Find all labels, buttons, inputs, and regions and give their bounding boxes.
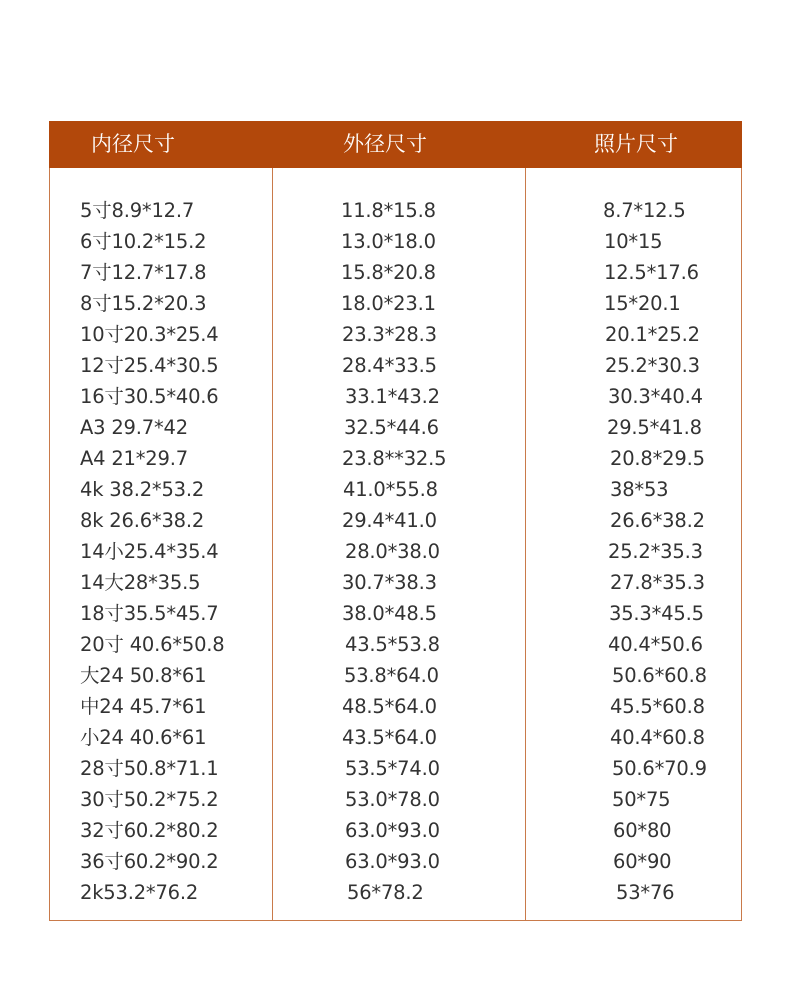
cell-photo-size: 50.6*60.8 xyxy=(612,664,707,687)
cell-inner-size: 14大28*35.5 xyxy=(80,571,201,594)
cell-outer-size: 43.5*53.8 xyxy=(345,633,440,656)
cell-inner-size: 8k 26.6*38.2 xyxy=(80,509,205,532)
table-row xyxy=(50,319,741,350)
cell-outer-size: 63.0*93.0 xyxy=(345,819,440,842)
cell-outer-size: 23.3*28.3 xyxy=(342,323,437,346)
cell-outer-size: 30.7*38.3 xyxy=(342,571,437,594)
table-row xyxy=(50,195,741,226)
cell-photo-size: 10*15 xyxy=(604,230,663,253)
cell-inner-size: 10寸20.3*25.4 xyxy=(80,323,219,346)
cell-photo-size: 45.5*60.8 xyxy=(610,695,705,718)
cell-photo-size: 50.6*70.9 xyxy=(612,757,707,780)
cell-outer-size: 11.8*15.8 xyxy=(341,199,436,222)
cell-photo-size: 25.2*30.3 xyxy=(605,354,700,377)
cell-inner-size: 32寸60.2*80.2 xyxy=(80,819,219,842)
cell-inner-size: 6寸10.2*15.2 xyxy=(80,230,207,253)
cell-outer-size: 28.0*38.0 xyxy=(345,540,440,563)
cell-photo-size: 25.2*35.3 xyxy=(608,540,703,563)
cell-photo-size: 26.6*38.2 xyxy=(610,509,705,532)
cell-inner-size: 7寸12.7*17.8 xyxy=(80,261,207,284)
cell-photo-size: 27.8*35.3 xyxy=(610,571,705,594)
cell-inner-size: 8寸15.2*20.3 xyxy=(80,292,207,315)
cell-inner-size: A4 21*29.7 xyxy=(80,447,188,470)
cell-inner-size: 20寸 40.6*50.8 xyxy=(80,633,225,656)
cell-photo-size: 20.8*29.5 xyxy=(610,447,705,470)
cell-outer-size: 41.0*55.8 xyxy=(343,478,438,501)
table-row xyxy=(50,257,741,288)
cell-photo-size: 50*75 xyxy=(612,788,671,811)
cell-outer-size: 32.5*44.6 xyxy=(344,416,439,439)
cell-outer-size: 63.0*93.0 xyxy=(345,850,440,873)
table-row xyxy=(50,412,741,443)
table-row xyxy=(50,536,741,567)
table-row xyxy=(50,288,741,319)
table-row xyxy=(50,691,741,722)
cell-inner-size: 18寸35.5*45.7 xyxy=(80,602,219,625)
cell-outer-size: 13.0*18.0 xyxy=(341,230,436,253)
cell-outer-size: 33.1*43.2 xyxy=(345,385,440,408)
cell-inner-size: 14小25.4*35.4 xyxy=(80,540,219,563)
cell-photo-size: 12.5*17.6 xyxy=(604,261,699,284)
cell-photo-size: 40.4*60.8 xyxy=(610,726,705,749)
cell-photo-size: 30.3*40.4 xyxy=(608,385,703,408)
cell-photo-size: 53*76 xyxy=(616,881,675,904)
cell-inner-size: 12寸25.4*30.5 xyxy=(80,354,219,377)
table-row xyxy=(50,474,741,505)
table-row xyxy=(50,226,741,257)
cell-photo-size: 38*53 xyxy=(610,478,669,501)
table-header xyxy=(49,121,742,168)
cell-outer-size: 23.8**32.5 xyxy=(342,447,447,470)
cell-inner-size: 小24 40.6*61 xyxy=(80,726,207,749)
cell-photo-size: 60*80 xyxy=(613,819,672,842)
table-row xyxy=(50,567,741,598)
table-row xyxy=(50,350,741,381)
cell-inner-size: 4k 38.2*53.2 xyxy=(80,478,205,501)
table-row xyxy=(50,629,741,660)
table-row xyxy=(50,598,741,629)
cell-photo-size: 60*90 xyxy=(613,850,672,873)
table-row xyxy=(50,815,741,846)
header-outer-size: 外径尺寸 xyxy=(343,132,427,156)
cell-outer-size: 53.5*74.0 xyxy=(345,757,440,780)
cell-outer-size: 56*78.2 xyxy=(347,881,424,904)
cell-outer-size: 48.5*64.0 xyxy=(342,695,437,718)
cell-inner-size: 30寸50.2*75.2 xyxy=(80,788,219,811)
cell-inner-size: A3 29.7*42 xyxy=(80,416,188,439)
cell-outer-size: 18.0*23.1 xyxy=(341,292,436,315)
table-row xyxy=(50,660,741,691)
table-row xyxy=(50,877,741,908)
cell-photo-size: 29.5*41.8 xyxy=(607,416,702,439)
cell-outer-size: 53.0*78.0 xyxy=(345,788,440,811)
table-row xyxy=(50,381,741,412)
cell-outer-size: 53.8*64.0 xyxy=(344,664,439,687)
cell-photo-size: 40.4*50.6 xyxy=(608,633,703,656)
cell-outer-size: 38.0*48.5 xyxy=(342,602,437,625)
cell-outer-size: 43.5*64.0 xyxy=(342,726,437,749)
cell-inner-size: 16寸30.5*40.6 xyxy=(80,385,219,408)
cell-photo-size: 35.3*45.5 xyxy=(609,602,704,625)
table-row xyxy=(50,505,741,536)
cell-photo-size: 8.7*12.5 xyxy=(603,199,686,222)
header-inner-size: 内径尺寸 xyxy=(91,132,175,156)
cell-inner-size: 中24 45.7*61 xyxy=(80,695,207,718)
table-body xyxy=(50,195,741,908)
table-row xyxy=(50,722,741,753)
cell-inner-size: 大24 50.8*61 xyxy=(80,664,207,687)
header-photo-size: 照片尺寸 xyxy=(594,132,678,156)
cell-photo-size: 20.1*25.2 xyxy=(605,323,700,346)
frame-size-table xyxy=(49,121,742,921)
table-row xyxy=(50,443,741,474)
cell-outer-size: 29.4*41.0 xyxy=(342,509,437,532)
cell-outer-size: 28.4*33.5 xyxy=(342,354,437,377)
table-row xyxy=(50,753,741,784)
cell-outer-size: 15.8*20.8 xyxy=(341,261,436,284)
cell-photo-size: 15*20.1 xyxy=(604,292,681,315)
cell-inner-size: 2k53.2*76.2 xyxy=(80,881,199,904)
table-row xyxy=(50,784,741,815)
table-row xyxy=(50,846,741,877)
cell-inner-size: 28寸50.8*71.1 xyxy=(80,757,219,780)
cell-inner-size: 5寸8.9*12.7 xyxy=(80,199,195,222)
cell-inner-size: 36寸60.2*90.2 xyxy=(80,850,219,873)
